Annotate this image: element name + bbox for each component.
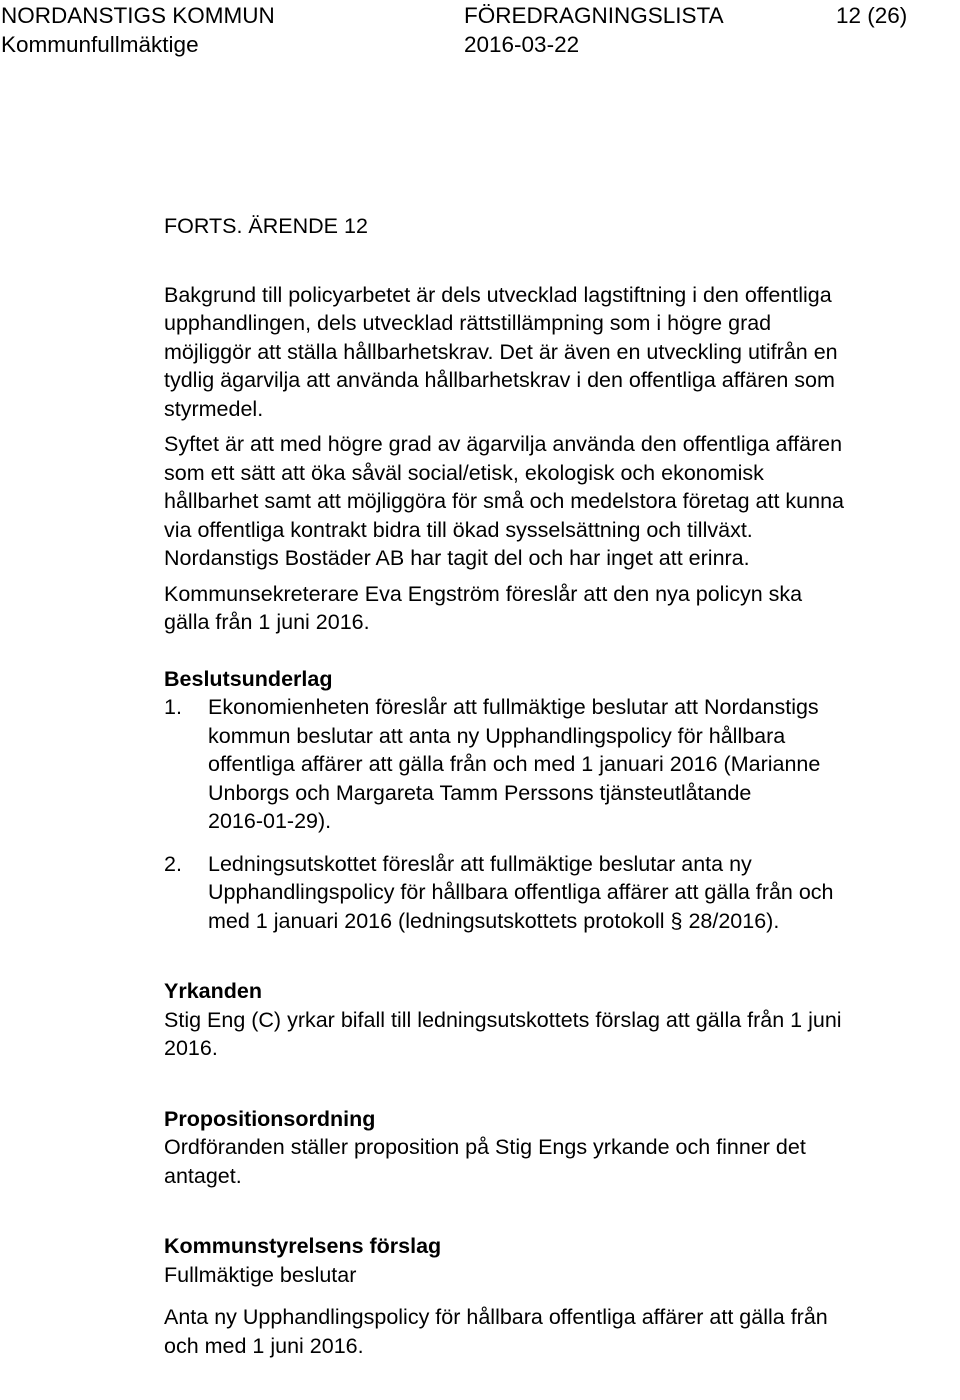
- text-line: 2016-01-29).: [208, 809, 332, 833]
- basis-item-2: [164, 850, 960, 936]
- text-line: Upphandlingspolicy för hållbara offentliga affärer att gälla från och: [208, 880, 834, 904]
- item-number: 2.: [164, 851, 182, 876]
- text-line: möjliggör att ställa hållbarhetskrav. Det är även en utveckling utifrån en: [164, 339, 838, 364]
- text-line: Ordföranden ställer proposition på Stig Engs yrkande och finner det: [164, 1135, 806, 1159]
- text-line: Bakgrund till policyarbetet är dels utvecklad lagstiftning i den offentliga: [164, 282, 832, 307]
- document-type: FÖREDRAGNINGSLISTA: [464, 3, 724, 28]
- case-title: FORTS. ÄRENDE 12: [164, 214, 368, 238]
- text-line: Anta ny Upphandlingspolicy för hållbara offentliga affärer att gälla från: [164, 1305, 828, 1329]
- item-number: 1.: [164, 695, 182, 719]
- text-line: offentliga affärer att gälla från och med 1 januari 2016 (Marianne: [208, 752, 821, 776]
- assembly-name: Kommunfullmäktige: [1, 32, 199, 57]
- text-line: Kommunsekreterare Eva Engström föreslår att den nya policyn ska: [164, 581, 803, 606]
- basis-heading: Beslutsunderlag: [164, 666, 333, 691]
- text-line: hållbarhet samt att möjliggöra för små och medelstora företag att kunna: [164, 489, 844, 513]
- text-line: kommun beslutar att anta ny Upphandlingspolicy för hållbara: [208, 723, 786, 748]
- proposition-heading: Propositionsordning: [164, 1106, 376, 1131]
- proposition-paragraph: [164, 1133, 960, 1190]
- text-line: via offentliga kontrakt bidra till ökad sysselsättning och tillväxt.: [164, 517, 753, 542]
- board-proposal-paragraph: [164, 1303, 960, 1360]
- board-proposal-heading: Kommunstyrelsens förslag: [164, 1234, 442, 1258]
- text-line: styrmedel.: [164, 396, 264, 421]
- municipality-name: NORDANSTIGS KOMMUN: [1, 3, 275, 28]
- text-line: med 1 januari 2016 (ledningsutskottets protokoll § 28/2016).: [208, 908, 780, 933]
- text-line: upphandlingen, dels utvecklad rättstillämpning som i högre grad: [164, 311, 772, 335]
- text-line: och med 1 juni 2016.: [164, 1333, 364, 1358]
- purpose-paragraph: [164, 430, 960, 573]
- board-proposal-intro: Fullmäktige beslutar: [164, 1262, 357, 1287]
- text-line: Unborgs och Margareta Tamm Perssons tjänsteutlåtande: [208, 780, 752, 805]
- text-line: tydlig ägarvilja att använda hållbarhetskrav i den offentliga affären som: [164, 368, 835, 392]
- text-line: 2016.: [164, 1036, 218, 1060]
- text-line: Stig Eng (C) yrkar bifall till ledningsutskottets förslag att gälla från 1 juni: [164, 1007, 842, 1032]
- text-line: gälla från 1 juni 2016.: [164, 610, 370, 634]
- background-paragraph: [164, 281, 960, 424]
- text-line: som ett sätt att öka såväl social/etisk, ekologisk och ekonomisk: [164, 460, 764, 485]
- basis-item-1: [164, 693, 960, 836]
- document-body: [164, 212, 960, 1360]
- proposal-paragraph: [164, 580, 960, 637]
- text-line: antaget.: [164, 1163, 242, 1188]
- meeting-date: 2016-03-22: [464, 32, 580, 57]
- text-line: Nordanstigs Bostäder AB har tagit del och har inget att erinra.: [164, 546, 750, 570]
- text-line: Syftet är att med högre grad av ägarvilja använda den offentliga affären: [164, 432, 843, 456]
- motions-heading: Yrkanden: [164, 979, 262, 1003]
- motions-paragraph: [164, 1006, 960, 1063]
- page-number: 12 (26): [836, 3, 908, 28]
- text-line: Ledningsutskottet föreslår att fullmäktige beslutar anta ny: [208, 851, 752, 876]
- text-line: Ekonomienheten föreslår att fullmäktige beslutar att Nordanstigs: [208, 695, 819, 719]
